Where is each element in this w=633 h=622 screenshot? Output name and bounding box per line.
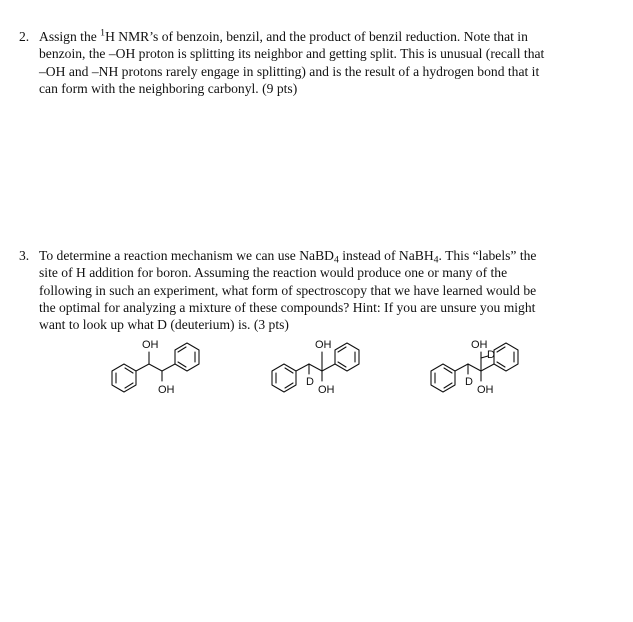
question-3-line-2: site of H addition for boron. Assuming the reaction would produce one or many of the	[39, 265, 508, 281]
bond-c2-ring	[162, 364, 175, 371]
question-3-line-1	[39, 247, 605, 264]
bond-c2-ring	[481, 364, 494, 371]
question-3	[19, 247, 605, 333]
benzene-ring-right	[175, 343, 199, 371]
question-3-line-5: want to look up what D (deuterium) is. (3 pts)	[39, 317, 289, 333]
question-2-number: 2.	[19, 29, 30, 44]
q3-subscript-nabh4: 4	[433, 254, 439, 266]
oh-label-bottom: OH	[318, 384, 335, 396]
oh-label-top: OH	[142, 339, 159, 351]
structure-mono-deuterated	[268, 336, 380, 398]
q3-line1-part-b: instead of NaBH	[338, 248, 434, 263]
benzene-ring-right	[494, 343, 518, 371]
question-2	[19, 28, 605, 97]
bond-ring-to-c1	[455, 364, 468, 371]
q2-line1-part-b: H NMR’s of benzoin, benzil, and the product of benzil reduction. Note that in	[105, 29, 528, 44]
bond-c2-ring	[322, 364, 335, 371]
oh-label-bottom: OH	[477, 384, 494, 396]
q2-superscript-1: 1	[100, 27, 106, 39]
d-label-upper: D	[487, 349, 495, 361]
structure-di-deuterated	[427, 336, 539, 398]
question-3-text	[39, 247, 605, 333]
question-3-line-3: following in such an experiment, what form of spectroscopy that we have learned would be	[39, 282, 537, 298]
bond-c1-c2	[468, 364, 481, 371]
question-2-line-4: can form with the neighboring carbonyl. (9 pts)	[39, 80, 298, 96]
benzene-ring-right	[335, 343, 359, 371]
bond-ring-to-c1	[136, 364, 149, 371]
oh-label-top: OH	[471, 339, 488, 351]
oh-label-top: OH	[315, 339, 332, 351]
bond-c1-c2	[309, 364, 322, 371]
structure-hydrobenzoin	[108, 336, 220, 398]
q3-subscript-nabd4: 4	[333, 254, 339, 266]
question-2-line-2: benzoin, the –OH proton is splitting its neighbor and getting split. This is unusual (recall that	[39, 46, 545, 62]
d-label: D	[306, 376, 314, 388]
bond-ring-to-c1	[296, 364, 309, 371]
q3-line1-part-a: To determine a reaction mechanism we can use NaBD	[39, 248, 334, 263]
question-2-line-1	[39, 28, 605, 45]
bond-c1-c2	[149, 364, 162, 371]
question-3-line-4: the optimal for analyzing a mixture of these compounds? Hint: If you are unsure you might	[39, 299, 536, 315]
q2-line1-part-a: Assign the	[39, 29, 101, 44]
benzene-ring-left	[272, 364, 296, 392]
d-label-lower: D	[465, 376, 473, 388]
benzene-ring-left	[112, 364, 136, 392]
question-2-line-3: –OH and –NH protons rarely engage in splitting) and is the result of a hydrogen bond that it	[39, 63, 540, 79]
question-2-text	[39, 28, 605, 97]
benzene-ring-left	[431, 364, 455, 392]
oh-label-bottom: OH	[158, 384, 175, 396]
q3-line1-part-c: . This “labels” the	[438, 248, 537, 263]
question-3-number: 3.	[19, 248, 30, 263]
